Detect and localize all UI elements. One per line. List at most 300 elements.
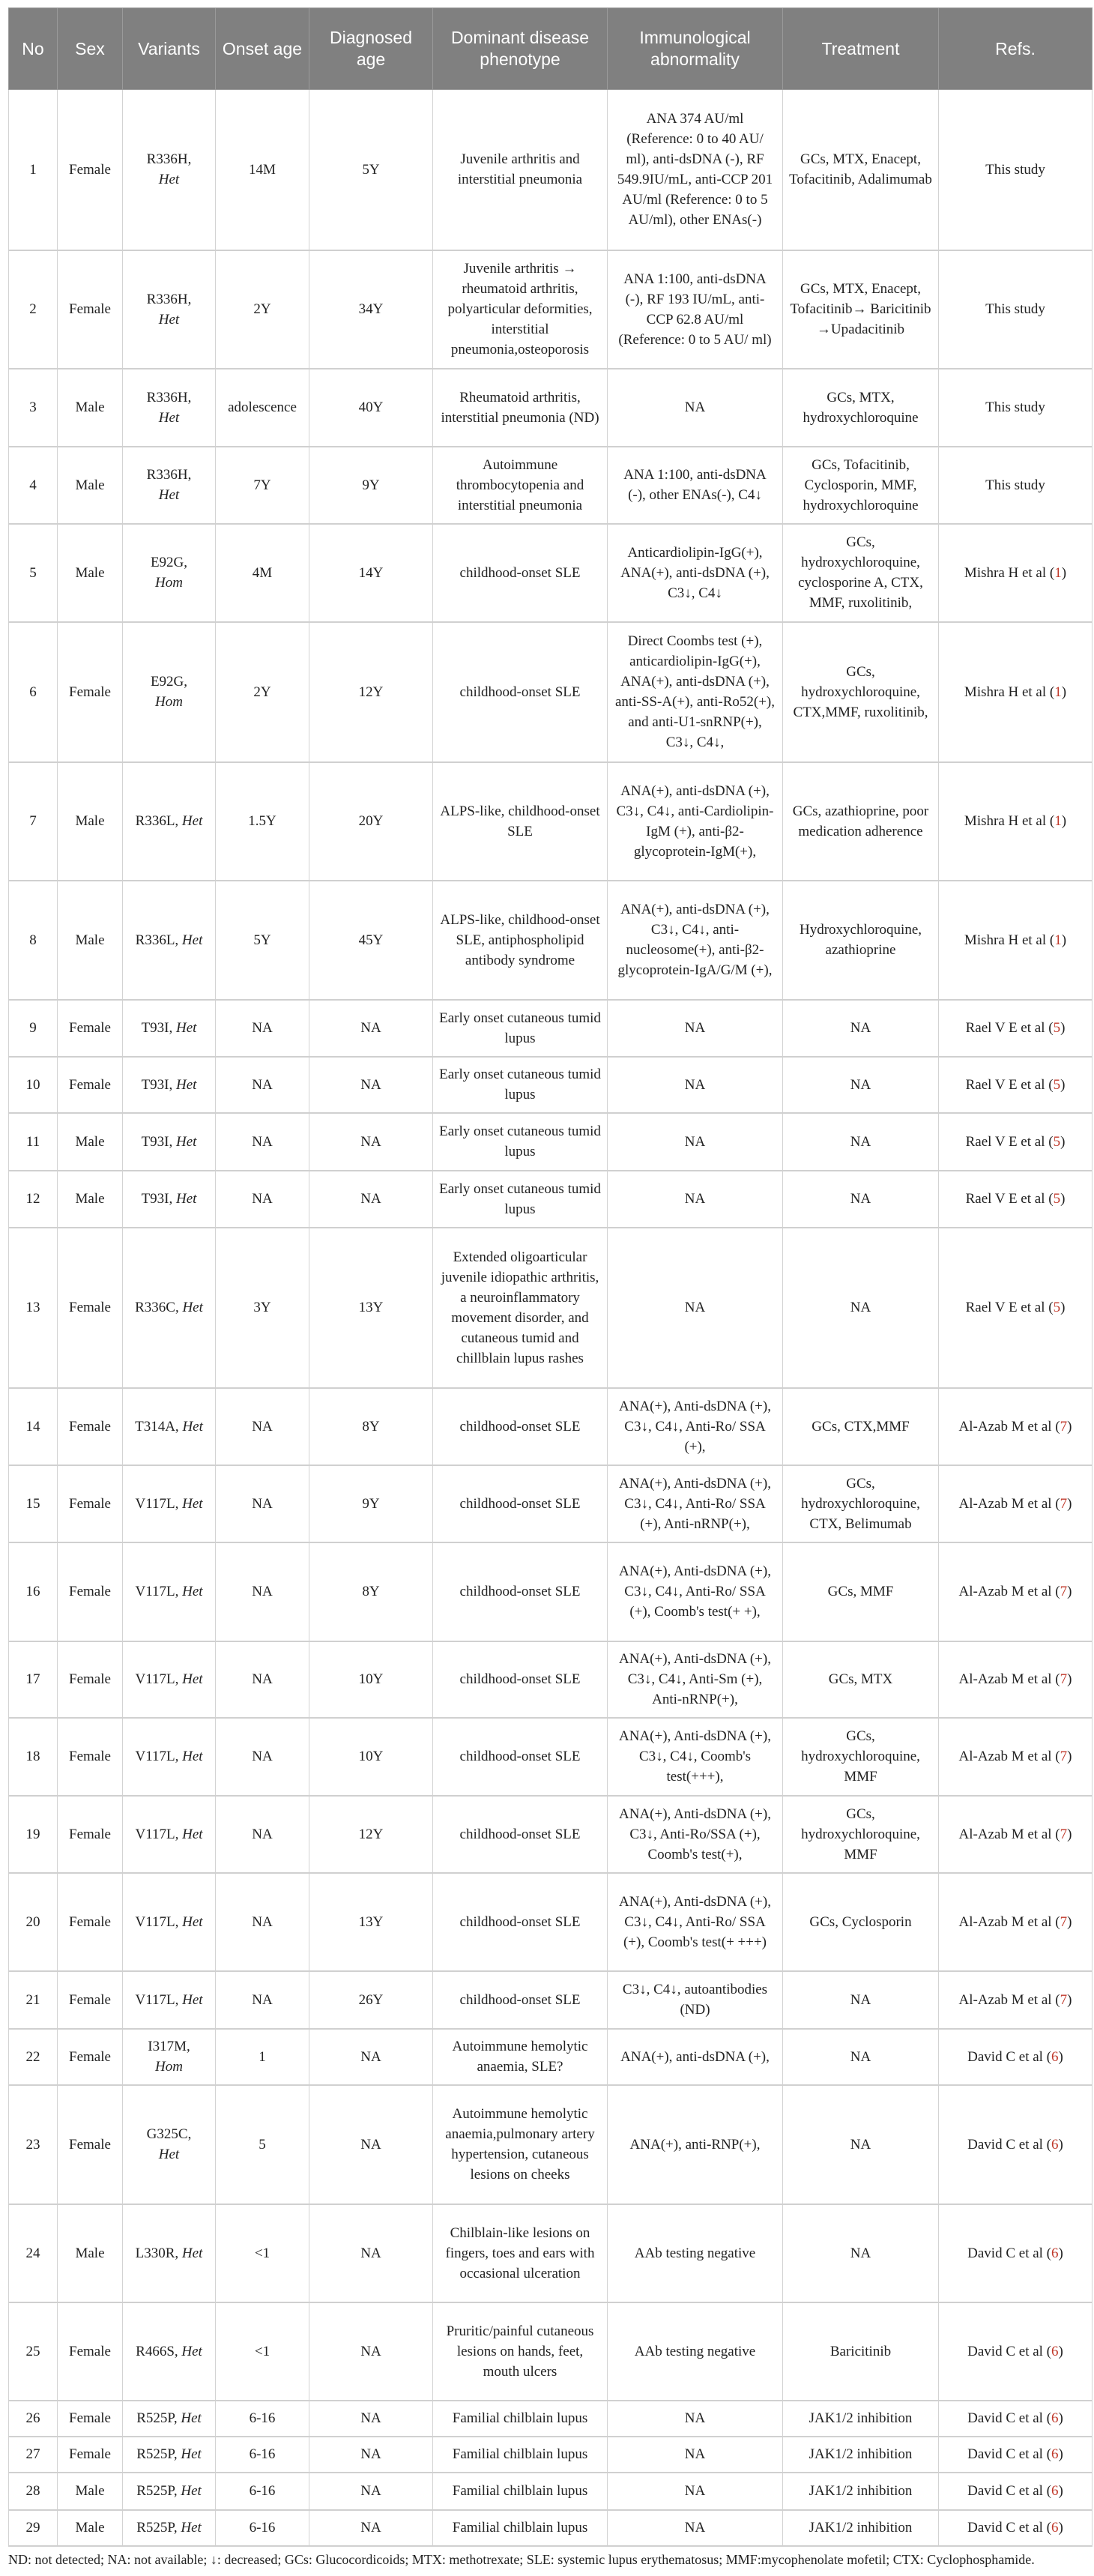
header-no: No bbox=[9, 8, 58, 90]
ref-link[interactable]: 1 bbox=[1054, 684, 1062, 700]
cell-phenotype: childhood-onset SLE bbox=[433, 1971, 608, 2029]
ref-close: ) bbox=[1061, 564, 1067, 581]
cell-sex: Female bbox=[58, 1228, 123, 1388]
cell-diagnosed-age: NA bbox=[309, 2029, 433, 2085]
cell-no: 6 bbox=[9, 622, 58, 762]
table-row bbox=[9, 2029, 1093, 2085]
cell-treatment: JAK1/2 inhibition bbox=[783, 2510, 939, 2546]
zygosity: Het bbox=[176, 1191, 197, 1207]
table-row bbox=[9, 250, 1093, 369]
cell-phenotype: ALPS-like, childhood-onset SLE, antiphospholipid antibody syndrome bbox=[433, 881, 608, 1000]
zygosity: Het bbox=[181, 932, 203, 948]
cell-no: 21 bbox=[9, 1971, 58, 2029]
cell-ref bbox=[939, 1641, 1093, 1718]
cell-variant bbox=[123, 1000, 216, 1057]
cell-ref bbox=[939, 762, 1093, 881]
ref-close: ) bbox=[1067, 1749, 1072, 1764]
cell-phenotype: childhood-onset SLE bbox=[433, 622, 608, 762]
ref-text: Al-Azab M et al ( bbox=[958, 1418, 1060, 1435]
ref-close: ) bbox=[1067, 1826, 1072, 1842]
cell-diagnosed-age: 13Y bbox=[309, 1228, 433, 1388]
cell-phenotype: Familial chilblain lupus bbox=[433, 2401, 608, 2437]
cell-variant bbox=[123, 1641, 216, 1718]
cell-phenotype: childhood-onset SLE bbox=[433, 1388, 608, 1465]
ref-link[interactable]: 1 bbox=[1054, 564, 1062, 581]
ref-close: ) bbox=[1067, 1584, 1072, 1599]
ref-link[interactable]: 6 bbox=[1051, 2520, 1059, 2536]
cell-sex: Male bbox=[58, 881, 123, 1000]
zygosity: Het bbox=[158, 409, 180, 426]
cell-treatment: JAK1/2 inhibition bbox=[783, 2473, 939, 2510]
variant-name: R525P, bbox=[136, 2410, 178, 2426]
ref-link[interactable]: 6 bbox=[1051, 2483, 1059, 2499]
table-row bbox=[9, 1057, 1093, 1113]
cell-onset-age: NA bbox=[216, 1641, 309, 1718]
cell-ref bbox=[939, 1465, 1093, 1542]
cell-diagnosed-age: NA bbox=[309, 2437, 433, 2473]
cell-variant bbox=[123, 2401, 216, 2437]
cell-variant bbox=[123, 1718, 216, 1796]
table-row bbox=[9, 881, 1093, 1000]
variant-name: R525P, bbox=[136, 2483, 178, 2499]
cell-no: 16 bbox=[9, 1542, 58, 1641]
cell-treatment: NA bbox=[783, 1971, 939, 2029]
cell-diagnosed-age: 10Y bbox=[309, 1641, 433, 1718]
cell-phenotype: Juvenile arthritis and interstitial pneumonia bbox=[433, 90, 608, 250]
ref-text: Rael V E et al ( bbox=[965, 1076, 1054, 1093]
cell-treatment: JAK1/2 inhibition bbox=[783, 2437, 939, 2473]
cell-sex: Female bbox=[58, 1542, 123, 1641]
table-row bbox=[9, 1718, 1093, 1796]
cell-sex: Female bbox=[58, 1641, 123, 1718]
ref-text: Al-Azab M et al ( bbox=[958, 1826, 1060, 1842]
variant-name: T93I, bbox=[141, 1133, 173, 1150]
cell-sex: Male bbox=[58, 524, 123, 622]
ref-link[interactable]: 7 bbox=[1060, 1495, 1068, 1512]
cell-treatment: GCs, hydroxychloroquine, MMF bbox=[783, 1796, 939, 1873]
cell-phenotype: Familial chilblain lupus bbox=[433, 2473, 608, 2510]
table-row bbox=[9, 622, 1093, 762]
zygosity: Het bbox=[182, 1300, 203, 1315]
variant-name: V117L, bbox=[135, 1671, 179, 1687]
cell-onset-age: 5 bbox=[216, 2085, 309, 2204]
ref-link[interactable]: 6 bbox=[1051, 2245, 1059, 2261]
cell-no: 9 bbox=[9, 1000, 58, 1057]
cell-diagnosed-age: NA bbox=[309, 2302, 433, 2401]
cell-immunological: ANA 1:100, anti-dsDNA (-), other ENAs(-), C4↓ bbox=[608, 447, 783, 524]
ref-close: ) bbox=[1058, 2245, 1063, 2261]
cell-diagnosed-age: NA bbox=[309, 1171, 433, 1228]
cell-immunological: ANA(+), Anti-dsDNA (+), C3↓, Anti-Ro/SSA (+), Coomb's test(+), bbox=[608, 1796, 783, 1873]
zygosity: Het bbox=[158, 487, 180, 503]
cell-no: 19 bbox=[9, 1796, 58, 1873]
cell-treatment: GCs, MTX bbox=[783, 1641, 939, 1718]
zygosity: Hom bbox=[155, 2059, 183, 2075]
cell-immunological: Direct Coombs test (+), anticardiolipin-IgG(+), ANA(+), anti-dsDNA (+), anti-SS-A(+), anti-Ro52(+), and anti-U1-snRNP(+), C3↓, C4↓, bbox=[608, 622, 783, 762]
cell-ref bbox=[939, 1113, 1093, 1171]
cell-treatment: GCs, MTX, Enacept, Tofacitinib, Adalimumab bbox=[783, 90, 939, 250]
cell-no: 12 bbox=[9, 1171, 58, 1228]
cell-no: 13 bbox=[9, 1228, 58, 1388]
variant-name: G325C, bbox=[146, 2126, 192, 2142]
cell-onset-age: 6-16 bbox=[216, 2510, 309, 2546]
variant-name: R525P, bbox=[136, 2520, 178, 2536]
cell-variant bbox=[123, 2473, 216, 2510]
ref-text: David C et al ( bbox=[967, 2343, 1052, 2359]
ref-close: ) bbox=[1067, 1671, 1072, 1687]
zygosity: Het bbox=[182, 1584, 203, 1599]
cell-treatment: GCs, CTX,MMF bbox=[783, 1388, 939, 1465]
ref-text: David C et al ( bbox=[967, 2483, 1052, 2499]
ref-text: Mishra H et al ( bbox=[964, 813, 1055, 829]
cell-variant bbox=[123, 881, 216, 1000]
cell-sex: Female bbox=[58, 2437, 123, 2473]
cell-immunological: ANA(+), anti-RNP(+), bbox=[608, 2085, 783, 2204]
cell-onset-age: NA bbox=[216, 1113, 309, 1171]
cell-no: 27 bbox=[9, 2437, 58, 2473]
cell-ref bbox=[939, 1971, 1093, 2029]
table-row bbox=[9, 447, 1093, 524]
ref-link[interactable]: 7 bbox=[1060, 1913, 1068, 1930]
ref-close: ) bbox=[1058, 2136, 1063, 2153]
cell-immunological: NA bbox=[608, 2473, 783, 2510]
cell-onset-age: 6-16 bbox=[216, 2473, 309, 2510]
cell-phenotype: Early onset cutaneous tumid lupus bbox=[433, 1057, 608, 1113]
variant-name: I317M, bbox=[148, 2039, 190, 2054]
ref-link[interactable]: 7 bbox=[1060, 1671, 1068, 1687]
cell-diagnosed-age: NA bbox=[309, 2510, 433, 2546]
cell-treatment: JAK1/2 inhibition bbox=[783, 2401, 939, 2437]
cell-no: 11 bbox=[9, 1113, 58, 1171]
ref-text: Mishra H et al ( bbox=[964, 684, 1055, 700]
ref-close: ) bbox=[1058, 2520, 1063, 2536]
ref-text: Mishra H et al ( bbox=[964, 932, 1055, 948]
cell-variant bbox=[123, 447, 216, 524]
cell-treatment: NA bbox=[783, 1171, 939, 1228]
cell-immunological: AAb testing negative bbox=[608, 2302, 783, 2401]
ref-close: ) bbox=[1060, 1076, 1066, 1093]
cell-phenotype: ALPS-like, childhood-onset SLE bbox=[433, 762, 608, 881]
ref-link[interactable]: 7 bbox=[1060, 1584, 1068, 1599]
zygosity: Het bbox=[182, 1495, 203, 1512]
cell-immunological: ANA(+), anti-dsDNA (+), bbox=[608, 2029, 783, 2085]
ref-link[interactable]: 5 bbox=[1053, 1020, 1061, 1036]
ref-link[interactable]: 5 bbox=[1053, 1191, 1061, 1207]
cell-treatment: Hydroxychloroquine, azathioprine bbox=[783, 881, 939, 1000]
cell-onset-age: NA bbox=[216, 1542, 309, 1641]
ref-link[interactable]: 7 bbox=[1060, 1826, 1068, 1842]
cell-onset-age: 4M bbox=[216, 524, 309, 622]
cell-immunological: NA bbox=[608, 369, 783, 447]
cell-sex: Female bbox=[58, 622, 123, 762]
variant-name: T93I, bbox=[141, 1076, 173, 1093]
cell-immunological: ANA(+), Anti-dsDNA (+), C3↓, C4↓, Anti-Ro/ SSA (+), Coomb's test(+ +), bbox=[608, 1542, 783, 1641]
cell-no: 4 bbox=[9, 447, 58, 524]
cell-onset-age: 1.5Y bbox=[216, 762, 309, 881]
zygosity: Hom bbox=[155, 694, 183, 710]
cell-diagnosed-age: 26Y bbox=[309, 1971, 433, 2029]
cell-no: 3 bbox=[9, 369, 58, 447]
cell-diagnosed-age: 12Y bbox=[309, 622, 433, 762]
cell-no: 1 bbox=[9, 90, 58, 250]
cell-no: 5 bbox=[9, 524, 58, 622]
cell-no: 2 bbox=[9, 250, 58, 369]
zygosity: Het bbox=[182, 1418, 203, 1435]
cell-ref bbox=[939, 2085, 1093, 2204]
ref-link[interactable]: 6 bbox=[1051, 2446, 1059, 2462]
cell-onset-age: 6-16 bbox=[216, 2437, 309, 2473]
ref-text: David C et al ( bbox=[967, 2048, 1052, 2065]
cell-phenotype: Pruritic/painful cutaneous lesions on hands, feet, mouth ulcers bbox=[433, 2302, 608, 2401]
cell-onset-age: 6-16 bbox=[216, 2401, 309, 2437]
cell-immunological: ANA(+), Anti-dsDNA (+), C3↓, C4↓, Anti-Sm (+), Anti-nRNP(+), bbox=[608, 1641, 783, 1718]
ref-close: ) bbox=[1058, 2410, 1063, 2426]
cell-variant bbox=[123, 1228, 216, 1388]
cell-diagnosed-age: 14Y bbox=[309, 524, 433, 622]
ref-text: Al-Azab M et al ( bbox=[958, 1749, 1060, 1764]
variant-name: R336C, bbox=[135, 1300, 179, 1315]
table-row bbox=[9, 1000, 1093, 1057]
cell-no: 22 bbox=[9, 2029, 58, 2085]
cell-variant bbox=[123, 90, 216, 250]
zygosity: Het bbox=[181, 813, 203, 829]
cell-onset-age: 5Y bbox=[216, 881, 309, 1000]
cell-no: 15 bbox=[9, 1465, 58, 1542]
cell-variant bbox=[123, 1542, 216, 1641]
cell-onset-age: 7Y bbox=[216, 447, 309, 524]
cell-immunological: ANA(+), Anti-dsDNA (+), C3↓, C4↓, Anti-Ro/ SSA (+), Anti-nRNP(+), bbox=[608, 1465, 783, 1542]
cell-diagnosed-age: 13Y bbox=[309, 1873, 433, 1971]
cell-diagnosed-age: NA bbox=[309, 1000, 433, 1057]
cell-immunological: NA bbox=[608, 1000, 783, 1057]
cell-treatment: GCs, hydroxychloroquine, cyclosporine A, CTX, MMF, ruxolitinib, bbox=[783, 524, 939, 622]
variant-name: V117L, bbox=[135, 1991, 179, 2008]
cell-sex: Female bbox=[58, 250, 123, 369]
cell-onset-age: NA bbox=[216, 1057, 309, 1113]
ref-link[interactable]: 5 bbox=[1053, 1133, 1061, 1150]
ref-text: This study bbox=[985, 477, 1045, 493]
ref-text: David C et al ( bbox=[967, 2410, 1052, 2426]
table-row bbox=[9, 1113, 1093, 1171]
header-sex: Sex bbox=[58, 8, 123, 90]
ref-text: This study bbox=[985, 399, 1045, 415]
cell-treatment: GCs, Cyclosporin bbox=[783, 1873, 939, 1971]
ref-link[interactable]: 6 bbox=[1051, 2136, 1059, 2153]
table-row bbox=[9, 1465, 1093, 1542]
ref-link[interactable]: 1 bbox=[1054, 813, 1062, 829]
cell-sex: Female bbox=[58, 1718, 123, 1796]
variant-name: R336H, bbox=[146, 151, 192, 168]
zygosity: Het bbox=[181, 2245, 203, 2261]
cell-ref bbox=[939, 90, 1093, 250]
cell-sex: Male bbox=[58, 2510, 123, 2546]
cell-diagnosed-age: 40Y bbox=[309, 369, 433, 447]
cell-variant bbox=[123, 369, 216, 447]
cell-no: 8 bbox=[9, 881, 58, 1000]
table-row bbox=[9, 1228, 1093, 1388]
cell-sex: Male bbox=[58, 2473, 123, 2510]
cell-variant bbox=[123, 1971, 216, 2029]
cell-phenotype: childhood-onset SLE bbox=[433, 1796, 608, 1873]
ref-link[interactable]: 7 bbox=[1060, 1991, 1068, 2008]
table-row bbox=[9, 2473, 1093, 2510]
ref-text: Al-Azab M et al ( bbox=[958, 1671, 1060, 1687]
ref-text: Al-Azab M et al ( bbox=[958, 1495, 1060, 1512]
cell-treatment: NA bbox=[783, 2029, 939, 2085]
variant-name: T93I, bbox=[141, 1020, 173, 1036]
table-row bbox=[9, 1796, 1093, 1873]
ref-close: ) bbox=[1058, 2048, 1063, 2065]
cell-treatment: NA bbox=[783, 1000, 939, 1057]
cell-phenotype: Early onset cutaneous tumid lupus bbox=[433, 1113, 608, 1171]
cell-diagnosed-age: 8Y bbox=[309, 1542, 433, 1641]
ref-text: Al-Azab M et al ( bbox=[958, 1913, 1060, 1930]
cell-diagnosed-age: 45Y bbox=[309, 881, 433, 1000]
cell-diagnosed-age: NA bbox=[309, 2473, 433, 2510]
cell-onset-age: 3Y bbox=[216, 1228, 309, 1388]
cell-diagnosed-age: 34Y bbox=[309, 250, 433, 369]
cell-treatment: GCs, MTX, Enacept, Tofacitinib→ Baricitinib →Upadacitinib bbox=[783, 250, 939, 369]
ref-text: This study bbox=[985, 161, 1045, 178]
cell-variant bbox=[123, 524, 216, 622]
zygosity: Het bbox=[181, 2410, 202, 2426]
variant-name: V117L, bbox=[135, 1913, 179, 1930]
cell-onset-age: <1 bbox=[216, 2204, 309, 2302]
zygosity: Het bbox=[182, 1826, 203, 1842]
cell-variant bbox=[123, 1057, 216, 1113]
zygosity: Het bbox=[181, 2483, 202, 2499]
cell-treatment: NA bbox=[783, 2204, 939, 2302]
cell-ref bbox=[939, 2029, 1093, 2085]
cell-phenotype: Early onset cutaneous tumid lupus bbox=[433, 1171, 608, 1228]
cell-ref bbox=[939, 2302, 1093, 2401]
cell-ref bbox=[939, 369, 1093, 447]
cell-sex: Male bbox=[58, 1171, 123, 1228]
table-row bbox=[9, 2510, 1093, 2546]
ref-link[interactable]: 7 bbox=[1060, 1418, 1068, 1435]
cell-ref bbox=[939, 447, 1093, 524]
cell-diagnosed-age: NA bbox=[309, 2204, 433, 2302]
cell-sex: Female bbox=[58, 1796, 123, 1873]
cell-phenotype: Familial chilblain lupus bbox=[433, 2437, 608, 2473]
cell-no: 25 bbox=[9, 2302, 58, 2401]
cell-ref bbox=[939, 2401, 1093, 2437]
ref-text: David C et al ( bbox=[967, 2446, 1052, 2462]
cell-sex: Female bbox=[58, 1000, 123, 1057]
variant-name: T93I, bbox=[141, 1191, 173, 1207]
cell-ref bbox=[939, 1388, 1093, 1465]
cell-treatment: Baricitinib bbox=[783, 2302, 939, 2401]
cell-ref bbox=[939, 1171, 1093, 1228]
ref-link[interactable]: 6 bbox=[1051, 2048, 1059, 2065]
table-row bbox=[9, 2401, 1093, 2437]
ref-link[interactable]: 1 bbox=[1054, 932, 1062, 948]
cell-phenotype: Rheumatoid arthritis, interstitial pneumonia (ND) bbox=[433, 369, 608, 447]
cell-phenotype: childhood-onset SLE bbox=[433, 1718, 608, 1796]
ref-link[interactable]: 5 bbox=[1053, 1076, 1061, 1093]
cell-diagnosed-age: 8Y bbox=[309, 1388, 433, 1465]
table-row bbox=[9, 2204, 1093, 2302]
cell-diagnosed-age: 10Y bbox=[309, 1718, 433, 1796]
cell-no: 14 bbox=[9, 1388, 58, 1465]
cell-no: 10 bbox=[9, 1057, 58, 1113]
cell-immunological: NA bbox=[608, 1171, 783, 1228]
cell-variant bbox=[123, 1388, 216, 1465]
ref-close: ) bbox=[1058, 2483, 1063, 2499]
variant-name: E92G, bbox=[150, 555, 188, 570]
cell-no: 26 bbox=[9, 2401, 58, 2437]
cell-ref bbox=[939, 2473, 1093, 2510]
cell-onset-age: 1 bbox=[216, 2029, 309, 2085]
ref-close: ) bbox=[1067, 1495, 1072, 1512]
ref-text: Rael V E et al ( bbox=[965, 1133, 1054, 1150]
ref-link[interactable]: 6 bbox=[1051, 2410, 1059, 2426]
cell-sex: Female bbox=[58, 2302, 123, 2401]
ref-close: ) bbox=[1061, 813, 1067, 829]
cell-ref bbox=[939, 1873, 1093, 1971]
cell-sex: Female bbox=[58, 1057, 123, 1113]
cell-phenotype: Autoimmune hemolytic anaemia,pulmonary artery hypertension, cutaneous lesions on cheeks bbox=[433, 2085, 608, 2204]
zygosity: Het bbox=[176, 1076, 197, 1093]
cell-variant bbox=[123, 1113, 216, 1171]
cell-variant bbox=[123, 1796, 216, 1873]
cell-onset-age: NA bbox=[216, 1465, 309, 1542]
cell-onset-age: NA bbox=[216, 1971, 309, 2029]
table-row bbox=[9, 369, 1093, 447]
cell-no: 18 bbox=[9, 1718, 58, 1796]
ref-link[interactable]: 6 bbox=[1051, 2343, 1059, 2359]
cell-sex: Male bbox=[58, 369, 123, 447]
zygosity: Hom bbox=[155, 575, 183, 591]
ref-link[interactable]: 7 bbox=[1060, 1749, 1068, 1764]
variant-name: V117L, bbox=[135, 1826, 179, 1842]
zygosity: Het bbox=[176, 1133, 197, 1150]
variant-name: R525P, bbox=[136, 2446, 178, 2462]
cell-sex: Male bbox=[58, 2204, 123, 2302]
table-row bbox=[9, 1641, 1093, 1718]
cell-no: 28 bbox=[9, 2473, 58, 2510]
header-diagnosed-age: Diagnosed age bbox=[309, 8, 433, 90]
cell-treatment: GCs, Tofacitinib, Cyclosporin, MMF, hydroxychloroquine bbox=[783, 447, 939, 524]
ref-text: David C et al ( bbox=[967, 2245, 1052, 2261]
variant-name: R336L, bbox=[135, 932, 179, 948]
cell-sex: Female bbox=[58, 2029, 123, 2085]
cell-immunological: ANA(+), Anti-dsDNA (+), C3↓, C4↓, Anti-Ro/ SSA (+), bbox=[608, 1388, 783, 1465]
cell-diagnosed-age: 5Y bbox=[309, 90, 433, 250]
cell-sex: Female bbox=[58, 1388, 123, 1465]
cell-immunological: NA bbox=[608, 2510, 783, 2546]
cell-diagnosed-age: NA bbox=[309, 1113, 433, 1171]
header-treatment: Treatment bbox=[783, 8, 939, 90]
cell-phenotype: childhood-onset SLE bbox=[433, 524, 608, 622]
cell-treatment: GCs, azathioprine, poor medication adherence bbox=[783, 762, 939, 881]
ref-text: Rael V E et al ( bbox=[965, 1020, 1054, 1036]
cell-no: 20 bbox=[9, 1873, 58, 1971]
zygosity: Het bbox=[181, 2520, 202, 2536]
cell-phenotype: childhood-onset SLE bbox=[433, 1641, 608, 1718]
cell-treatment: GCs, MTX, hydroxychloroquine bbox=[783, 369, 939, 447]
cell-immunological: NA bbox=[608, 1228, 783, 1388]
ref-link[interactable]: 5 bbox=[1053, 1300, 1061, 1315]
ref-text: David C et al ( bbox=[967, 2520, 1052, 2536]
cell-ref bbox=[939, 2437, 1093, 2473]
zygosity: Het bbox=[158, 2147, 180, 2162]
cell-onset-age: NA bbox=[216, 1796, 309, 1873]
cell-immunological: NA bbox=[608, 1113, 783, 1171]
cell-phenotype: childhood-onset SLE bbox=[433, 1465, 608, 1542]
cell-ref bbox=[939, 881, 1093, 1000]
zygosity: Het bbox=[181, 2446, 202, 2462]
